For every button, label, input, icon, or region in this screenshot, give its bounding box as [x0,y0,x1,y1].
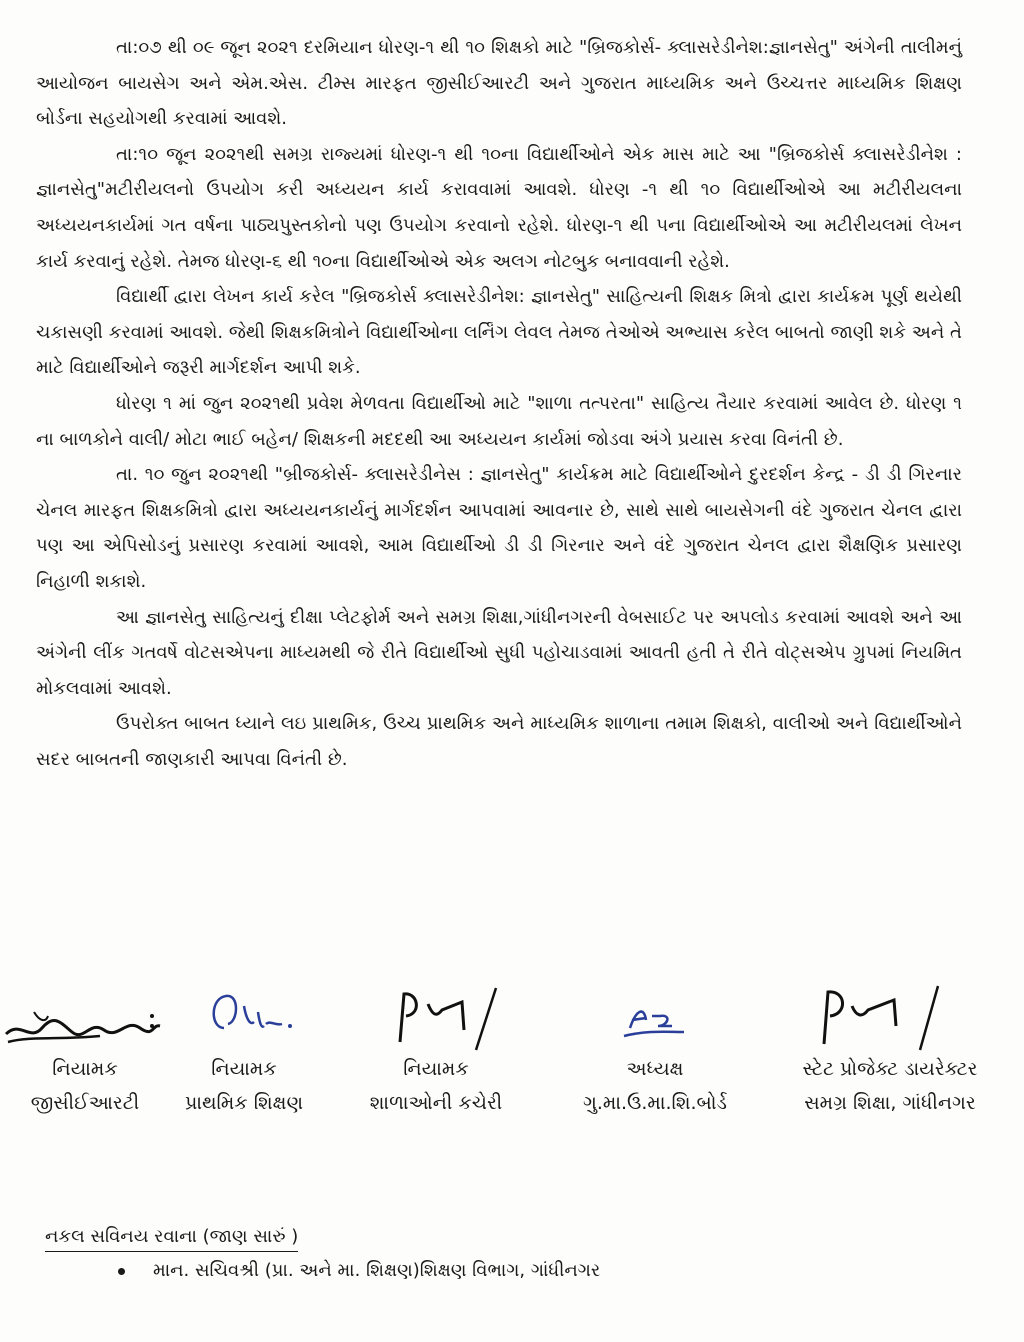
signature-block-schools-office [346,984,526,1120]
signature-block-state-project-director [770,984,1010,1120]
paragraph-material-usage: તા:૧૦ જૂન ૨૦૨૧થી સમગ્ર રાજ્યમાં ધોરણ-૧ થી ૧૦ના વિદ્યાર્થીઓને એક માસ માટે આ "બ્રિજકોર્સ ક્લાસરેડીનેશ : જ્ઞાનસેતુ"મટીરીયલનો ઉપયોગ કરી અધ્યયન કાર્ય કરાવવામાં આવશે. ધોરણ -૧ થી ૧૦ વિદ્યાર્થીઓએ આ મટીરીયલના અધ્યયનકાર્યમાં ગત વર્ષના પાઠ્યપુસ્તકોનો પણ ઉપયોગ કરવાનો રહેશે. ધોરણ-૧ થી ૫ના વિદ્યાર્થીઓએ આ મટીરીયલમાં લેખન કાર્ય કરવાનું રહેશે. તેમજ ધોરણ-૬ થી ૧૦ના વિદ્યાર્થીઓએ એક અલગ નોટબુક બનાવવાની રહેશે. [36,143,962,272]
list-item [118,1260,600,1281]
signature-schools-office-icon [346,984,526,1052]
signature-block-primary-education [154,988,334,1120]
paragraph-school-readiness: ધોરણ ૧ માં જુન ૨૦૨૧થી પ્રવેશ મેળવતા વિદ્યાર્થીઓ માટે "શાળા તત્પરતા" સાહિત્ય તૈયાર કરવામાં આવેલ છે. ધોરણ ૧ ના બાળકોને વાલી/ મોટા ભાઈ બહેન/ શિક્ષકની મદદથી આ અધ્યયન કાર્યમાં જોડવા અંગે પ્રયાસ કરવા વિનંતી છે. [36,392,962,450]
signature-gcert-icon [0,1002,170,1052]
signatory-title: સ્ટેટ પ્રોજેક્ટ ડાયરેક્ટર [802,1058,978,1080]
signatory-org: ગુ.મા.ઉ.મા.શિ.બોર્ડ [583,1092,727,1114]
signatory-title: નિયામક [52,1058,118,1080]
signatory-org: શાળાઓની કચેરી [369,1092,503,1114]
signature-block-board [560,996,750,1120]
copy-to-list [118,1260,600,1281]
signatory-title: અધ્યક્ષ [626,1058,684,1080]
copy-recipient: માન. સચિવશ્રી (પ્રા. અને મા. શિક્ષણ)શિક્ષણ વિભાગ, ગાંધીનગર [153,1260,601,1281]
copy-to-heading: નકલ સવિનય રવાના (જાણ સારું ) [45,1226,298,1252]
paragraph-request: ઉપરોક્ત બાબત ધ્યાને લઇ પ્રાથમિક, ઉચ્ચ પ્રાથમિક અને માધ્યમિક શાળાના તમામ શિક્ષકો, વાલીઓ અને વિદ્યાર્થીઓને સદર બાબતની જાણકારી આપવા વિનંતી છે. [36,713,962,770]
bullet-icon [118,1268,125,1275]
signatory-org: પ્રાથમિક શિક્ષણ [184,1092,304,1114]
signature-board-icon [560,996,750,1052]
signature-state-project-director-icon [770,984,1010,1052]
signatory-title: નિયામક [211,1058,277,1080]
paragraph-training: તા:૦૭ થી ૦૯ જૂન ૨૦૨૧ દરમિયાન ધોરણ-૧ થી ૧૦ શિક્ષકો માટે "બ્રિજકોર્સ- ક્લાસરેડીનેશ:જ્ઞાનસેતુ" અંગેની તાલીમનું આયોજન બાયસેગ અને એમ.એસ. ટીમ્સ મારફત જીસીઈઆરટી અને ગુજરાત માધ્યમિક અને ઉચ્ચત્તર માધ્યમિક શિક્ષણ બોર્ડના સહયોગથી કરવામાં આવશે. [36,37,962,130]
signatory-org: જીસીઈઆરટી [30,1092,140,1114]
signatory-org: સમગ્ર શિક્ષા, ગાંધીનગર [804,1092,976,1114]
paragraph-diksha-upload: આ જ્ઞાનસેતુ સાહિત્યનું દીક્ષા પ્લેટફોર્મ અને સમગ્ર શિક્ષા,ગાંધીનગરની વેબસાઈટ પર અપલોડ કરવામાં આવશે અને આ અંગેની લીંક ગતવર્ષે વોટસએપના માધ્યમથી જે રીતે વિદ્યાર્થીઓ સુધી પહોચાડવામાં આવતી હતી તે રીતે વોટ્સએપ ગ્રુપમાં નિયમિત મોકલવામાં આવશે. [36,606,962,699]
paragraph-evaluation: વિદ્યાર્થી દ્વારા લેખન કાર્ય કરેલ "બ્રિજકોર્સ ક્લાસરેડીનેશ: જ્ઞાનસેતુ" સાહિત્યની શિક્ષક મિત્રો દ્વારા કાર્યક્રમ પૂર્ણ થયેથી ચકાસણી કરવામાં આવશે. જેથી શિક્ષકમિત્રોને વિદ્યાર્થીઓના લર્નિંગ લેવલ તેમજ તેઓએ અભ્યાસ કરેલ બાબતો જાણી શકે અને તે માટે વિદ્યાર્થીઓને જરૂરી માર્ગદર્શન આપી શકે. [36,286,962,379]
signature-block-gcert [0,1002,170,1120]
letter-body [36,30,962,777]
signatory-title: નિયામક [403,1058,469,1080]
paragraph-broadcast: તા. ૧૦ જુન ૨૦૨૧થી "બ્રીજકોર્સ- ક્લાસરેડીનેસ : જ્ઞાનસેતુ" કાર્યક્રમ માટે વિદ્યાર્થીઓને દુરદર્શન કેન્દ્ર - ડી ડી ગિરનાર ચેનલ મારફત શિક્ષકમિત્રો દ્વારા અધ્યયનકાર્યનું માર્ગદર્શન આપવામાં આવનાર છે, સાથે સાથે બાયસેગની વંદે ગુજરાત ચેનલ દ્વારા પણ આ એપિસોડનું પ્રસારણ કરવામાં આવશે, આમ વિદ્યાર્થીઓ ડી ડી ગિરનાર અને વંદે ગુજરાત ચેનલ દ્વારા શૈક્ષણિક પ્રસારણ નિહાળી શકાશે. [36,464,962,592]
signature-primary-education-icon [154,988,334,1052]
